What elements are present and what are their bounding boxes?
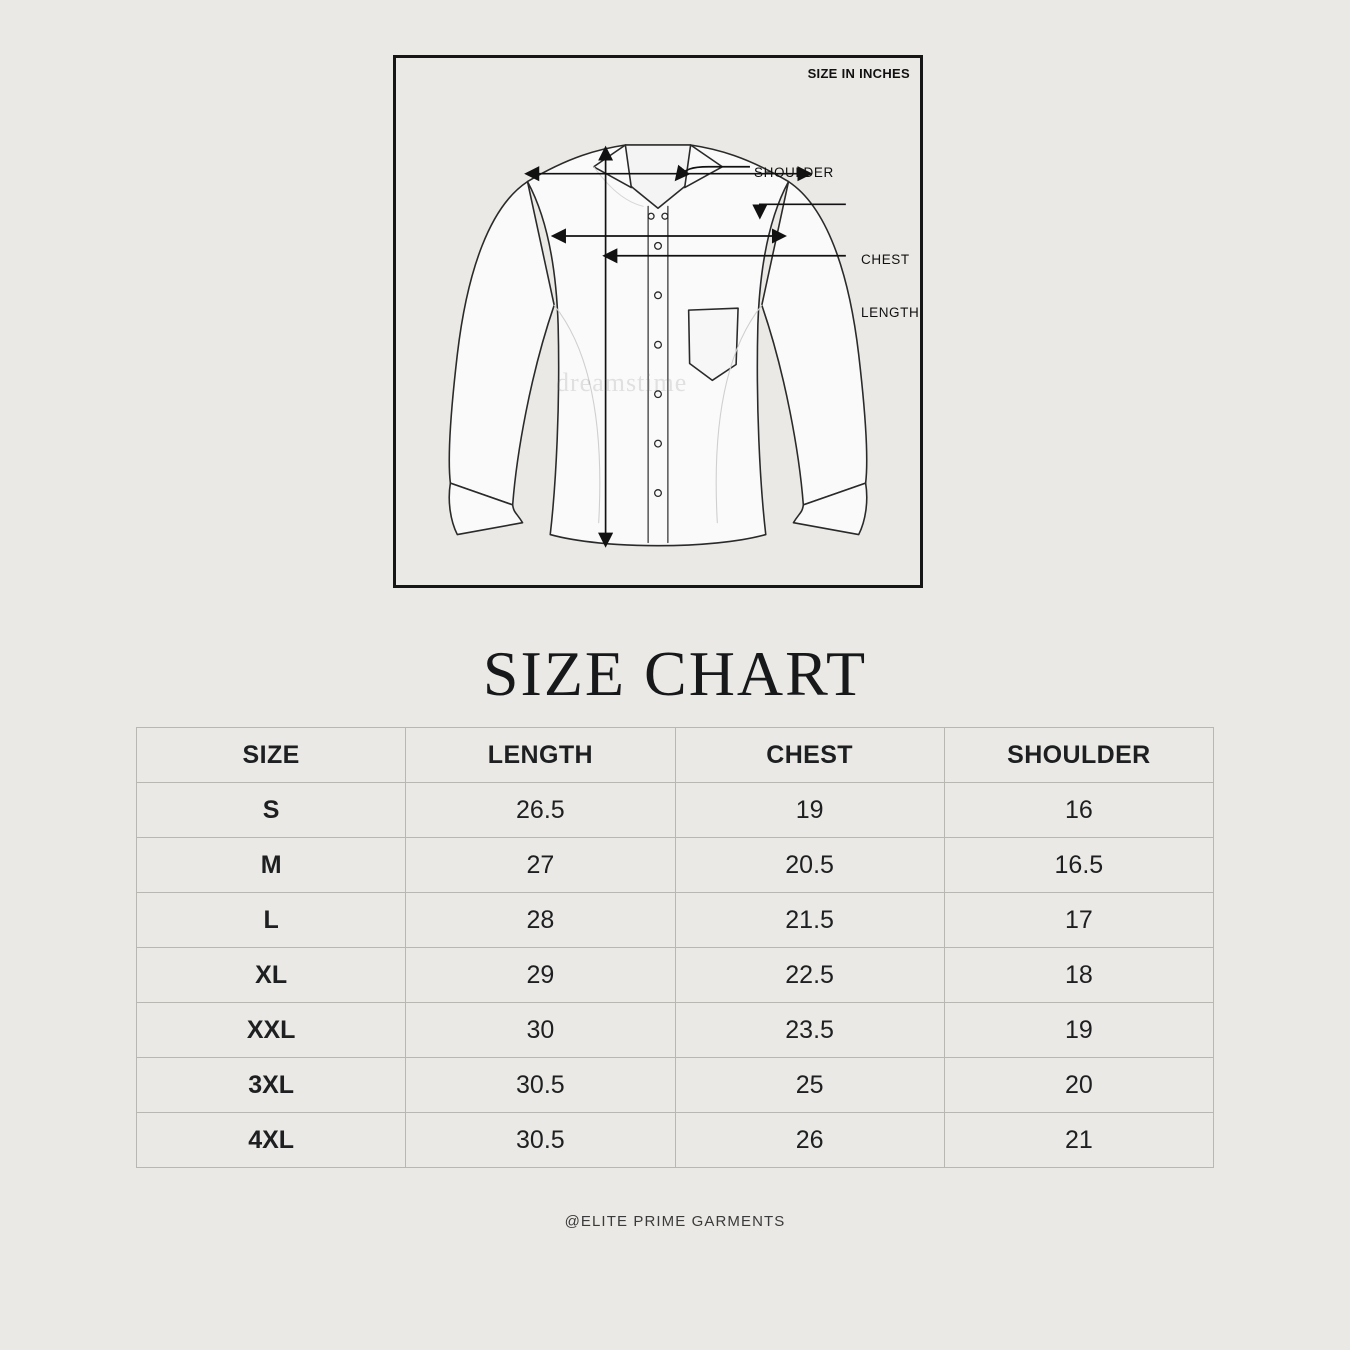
cell-size: M bbox=[137, 838, 406, 893]
cell-shoulder: 19 bbox=[944, 1003, 1213, 1058]
table-row bbox=[137, 893, 1214, 948]
column-header-length: LENGTH bbox=[406, 728, 675, 783]
cell-chest: 19 bbox=[675, 783, 944, 838]
cell-size: 3XL bbox=[137, 1058, 406, 1113]
size-in-inches-note: SIZE IN INCHES bbox=[807, 66, 910, 81]
column-header-chest: CHEST bbox=[675, 728, 944, 783]
cell-chest: 25 bbox=[675, 1058, 944, 1113]
shirt-measurement-diagram bbox=[393, 55, 923, 588]
table-row bbox=[137, 948, 1214, 1003]
watermark-text: dreamstime bbox=[556, 368, 688, 397]
cell-size: L bbox=[137, 893, 406, 948]
cell-shoulder: 16 bbox=[944, 783, 1213, 838]
label-shoulder: SHOULDER bbox=[754, 165, 834, 180]
cell-size: 4XL bbox=[137, 1113, 406, 1168]
cell-length: 28 bbox=[406, 893, 675, 948]
cell-shoulder: 17 bbox=[944, 893, 1213, 948]
cell-length: 26.5 bbox=[406, 783, 675, 838]
cell-length: 29 bbox=[406, 948, 675, 1003]
shirt-illustration bbox=[396, 58, 920, 585]
cell-length: 30.5 bbox=[406, 1113, 675, 1168]
label-chest: CHEST bbox=[861, 252, 910, 267]
cell-shoulder: 20 bbox=[944, 1058, 1213, 1113]
table-row bbox=[137, 1003, 1214, 1058]
cell-chest: 21.5 bbox=[675, 893, 944, 948]
table-row bbox=[137, 1058, 1214, 1113]
cell-chest: 20.5 bbox=[675, 838, 944, 893]
cell-length: 27 bbox=[406, 838, 675, 893]
cell-shoulder: 18 bbox=[944, 948, 1213, 1003]
column-header-size: SIZE bbox=[137, 728, 406, 783]
page-title: SIZE CHART bbox=[482, 638, 868, 709]
table-header-row bbox=[137, 728, 1214, 783]
cell-chest: 22.5 bbox=[675, 948, 944, 1003]
cell-chest: 23.5 bbox=[675, 1003, 944, 1058]
column-header-shoulder: SHOULDER bbox=[944, 728, 1213, 783]
cell-chest: 26 bbox=[675, 1113, 944, 1168]
table-row bbox=[137, 783, 1214, 838]
cell-size: XXL bbox=[137, 1003, 406, 1058]
size-chart-table bbox=[136, 727, 1214, 1168]
label-length: LENGTH bbox=[861, 305, 920, 320]
brand-handle: @ELITE PRIME GARMENTS bbox=[564, 1213, 786, 1230]
cell-length: 30 bbox=[406, 1003, 675, 1058]
table-row bbox=[137, 838, 1214, 893]
size-chart-table-wrapper bbox=[136, 727, 1214, 1168]
table-row bbox=[137, 1113, 1214, 1168]
cell-size: S bbox=[137, 783, 406, 838]
cell-shoulder: 21 bbox=[944, 1113, 1213, 1168]
cell-size: XL bbox=[137, 948, 406, 1003]
cell-shoulder: 16.5 bbox=[944, 838, 1213, 893]
cell-length: 30.5 bbox=[406, 1058, 675, 1113]
